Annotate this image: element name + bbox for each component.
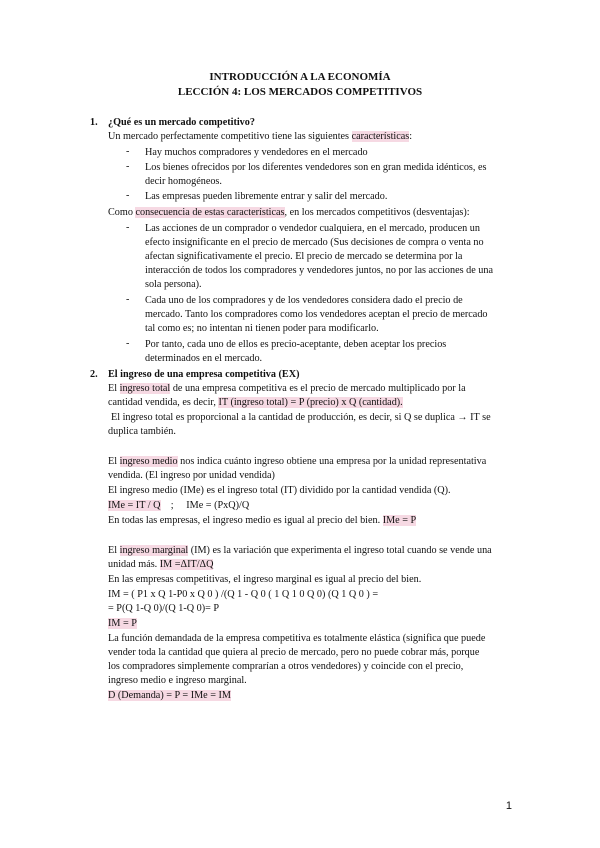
consequence-2-line2: mercado. Tanto los compradores como los vendedores aceptan el precio de mercado xyxy=(145,309,488,320)
marginal-income-result: IM = P xyxy=(108,618,137,629)
consequence-1-line5: sola persona). xyxy=(145,279,202,290)
marginal-income-formula-2: = P(Q 1-Q 0)/(Q 1-Q 0)= P xyxy=(108,603,220,614)
proportional-line1: El ingreso total es proporcional a la cantidad de producción, es decir, si Q se duplica → IT se xyxy=(111,412,491,423)
demand-function-line2: vender toda la cantidad que quiera al precio de mercado, pero no puede cobrar más, porque xyxy=(108,647,480,658)
feature-item-2-line1: Los bienes ofrecidos por los diferentes vendedores son en gran medida idénticos, es xyxy=(145,162,487,173)
consequence-1-line3: afectan significativamente el precio. El precio de mercado se determina por la xyxy=(145,251,463,262)
page-number: 1 xyxy=(505,800,512,812)
consequences-intro: Como consecuencia de estas características, en los mercados competitivos (desventajas): xyxy=(108,207,470,218)
average-income-line1: El ingreso medio nos indica cuánto ingreso obtiene una empresa por la unidad representativa xyxy=(108,456,487,467)
lesson-title: LECCIÓN 4: LOS MERCADOS COMPETITIVOS xyxy=(177,86,423,98)
section-1-number: 1. xyxy=(90,117,98,128)
marginal-income-formula-1: IM = ( P1 x Q 1-P0 x Q 0 ) /(Q 1 - Q 0 ( 1 Q 1 0 Q 0) (Q 1 Q 0 ) = xyxy=(108,589,379,600)
demand-formula: D (Demanda) = P = IMe = IM xyxy=(108,690,231,701)
average-income-definition: El ingreso medio (IMe) es el ingreso total (IT) dividido por la cantidad vendida (Q). xyxy=(108,485,451,496)
marginal-income-line1: El ingreso marginal (IM) es la variación que experimenta el ingreso total cuando se vende una xyxy=(108,545,492,556)
consequence-2-line1: Cada uno de los compradores y de los vendedores considera dado el precio de xyxy=(145,295,463,306)
section-2-number: 2. xyxy=(90,369,98,380)
average-income-line2: vendida. (El ingreso por unidad vendida) xyxy=(108,470,275,481)
consequence-1-line2: efecto insignificante en el precio de mercado (Sus decisiones de compra o venta no xyxy=(145,237,484,248)
demand-function-line1: La función demandada de la empresa competitiva es totalmente elástica (significa que puede xyxy=(108,633,486,644)
consequence-2-line3: tal como es; no intentan ni tienen poder para modificarlo. xyxy=(145,323,379,334)
dash-bullet: - xyxy=(126,161,130,172)
consequence-3-line1: Por tanto, cada uno de ellos es precio-aceptante, deben aceptar los precios xyxy=(145,339,447,350)
demand-function-line4: ingreso medio e ingreso marginal. xyxy=(108,675,247,686)
dash-bullet: - xyxy=(126,294,130,305)
demand-function-line3: los compradores simplemente comprarían a otros vendedores) y coincide con el precio, xyxy=(108,661,464,672)
average-income-formula: IMe = IT / Q ; IMe = (PxQ)/Q xyxy=(108,500,250,511)
dash-bullet: - xyxy=(126,146,130,157)
consequence-3-line2: determinados en el mercado. xyxy=(145,353,263,364)
feature-item-2-line2: decir homogéneos. xyxy=(145,176,222,187)
consequence-1-line1: Las acciones de un comprador o vendedor cualquiera, en el mercado, producen un xyxy=(145,223,480,234)
dash-bullet: - xyxy=(126,222,130,233)
total-income-line2: cantidad vendida, es decir, IT (ingreso total) = P (precio) x Q (cantidad). xyxy=(108,397,403,408)
feature-item-1: Hay muchos compradores y vendedores en el mercado xyxy=(145,147,368,158)
feature-item-3: Las empresas pueden libremente entrar y salir del mercado. xyxy=(145,191,388,202)
marginal-income-line2: unidad más. IM =ΔIT/ΔQ xyxy=(108,559,214,570)
section-2-heading: El ingreso de una empresa competitiva (EX) xyxy=(108,369,300,380)
average-income-equals-price: En todas las empresas, el ingreso medio es igual al precio del bien. IMe = P xyxy=(108,515,417,526)
total-income-line1: El ingreso total de una empresa competitiva es el precio de mercado multiplicado por la xyxy=(108,383,466,394)
course-title: INTRODUCCIÓN A LA ECONOMÍA xyxy=(209,71,391,83)
consequence-1-line4: interacción de todos los compradores y vendedores juntos, no por las acciones de una xyxy=(145,265,493,276)
dash-bullet: - xyxy=(126,338,130,349)
proportional-line2: duplica también. xyxy=(108,426,176,437)
marginal-income-competitive: En las empresas competitivas, el ingreso marginal es igual al precio del bien. xyxy=(108,574,422,585)
section-1-intro: Un mercado perfectamente competitivo tiene las siguientes características: xyxy=(108,131,413,142)
section-1-heading: ¿Qué es un mercado competitivo? xyxy=(108,117,255,128)
dash-bullet: - xyxy=(126,190,130,201)
